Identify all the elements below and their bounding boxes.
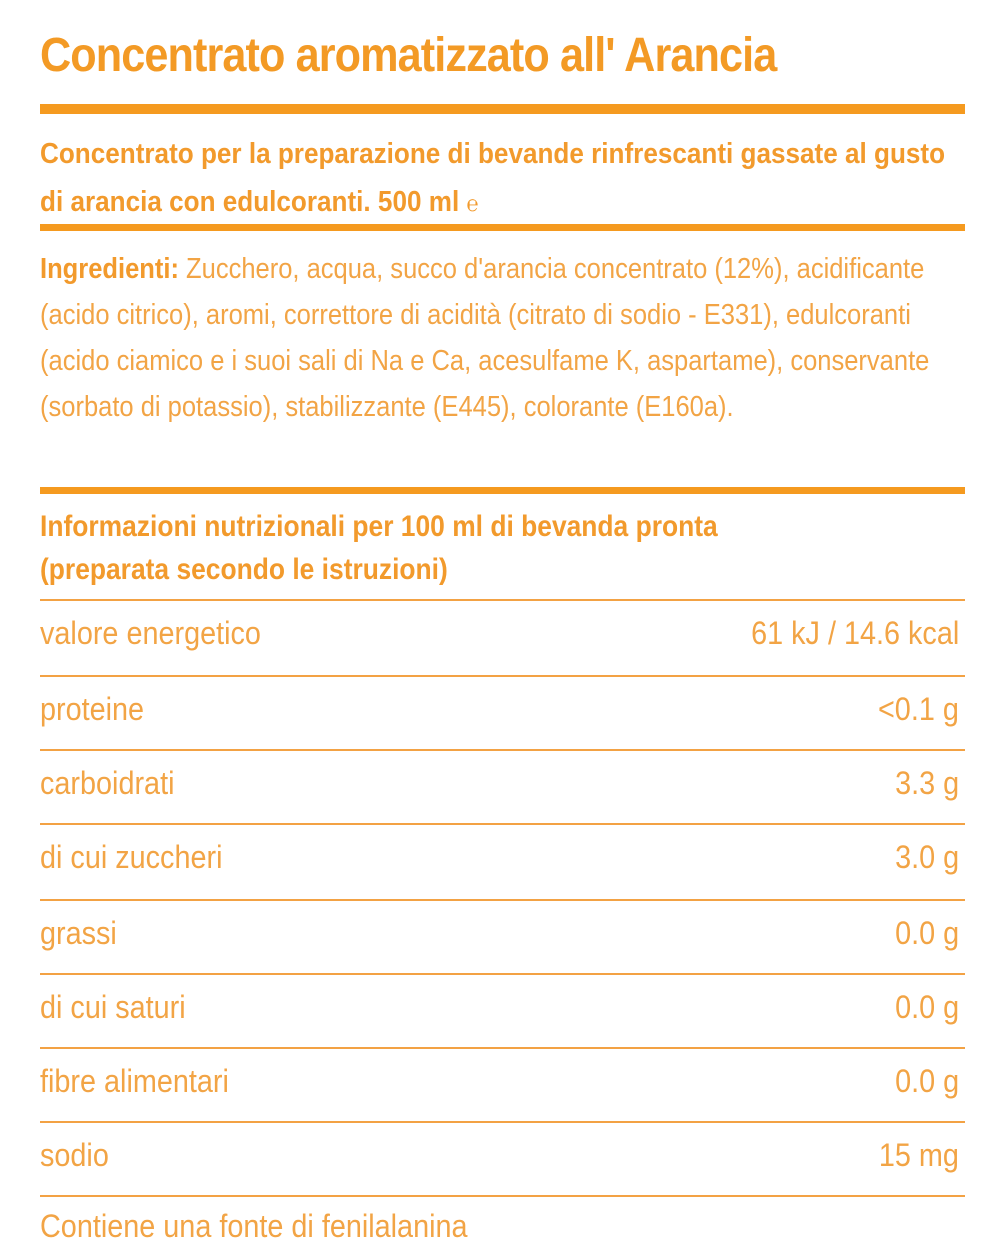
product-description-text: Concentrato per la preparazione di bevande rinfrescanti gassate al gusto di arancia con edulcoranti. 500 ml xyxy=(40,138,946,218)
nutrition-heading-line1: Informazioni nutrizionali per 100 ml di bevanda pronta xyxy=(40,510,718,543)
ingredients-text: Zucchero, acqua, succo d'arancia concentrato (12%), acidificante (acido citrico), aromi, correttore di acidità (citrato di sodio - E331), edulcoranti (acido ciamico e i suoi sali di Na e Ca, acesulfame K, aspartame), conservante (sorbato di potassio), stabilizzante (E445), colorante (E160a). xyxy=(40,253,930,423)
ingredients-divider xyxy=(40,487,965,494)
nutrient-value: 15 mg xyxy=(878,1137,959,1173)
product-description xyxy=(40,130,958,228)
table-row xyxy=(40,677,965,751)
table-row xyxy=(40,1049,965,1123)
estimated-volume-mark: ℮ xyxy=(466,191,479,216)
phenylalanine-note: Contiene una fonte di fenilalanina xyxy=(40,1208,468,1244)
ingredients-label: Ingredienti: xyxy=(40,253,179,285)
nutrient-name: fibre alimentari xyxy=(40,1063,229,1099)
nutrient-name: sodio xyxy=(40,1137,109,1173)
ingredients-block xyxy=(40,246,964,430)
nutrient-value: 3.0 g xyxy=(894,839,959,875)
nutrition-heading xyxy=(40,505,964,591)
table-row xyxy=(40,1123,965,1197)
nutrient-name: proteine xyxy=(40,691,145,727)
nutrient-value: 0.0 g xyxy=(894,989,959,1025)
nutrient-value: 0.0 g xyxy=(894,1063,959,1099)
nutrient-name: valore energetico xyxy=(40,615,261,651)
table-row xyxy=(40,825,965,899)
nutrient-name: di cui zuccheri xyxy=(40,839,223,875)
nutrient-name: grassi xyxy=(40,915,117,951)
table-row xyxy=(40,751,965,825)
table-rule xyxy=(40,1195,965,1197)
table-row xyxy=(40,975,965,1049)
table-row xyxy=(40,901,965,975)
product-title: Concentrato aromatizzato all' Arancia xyxy=(40,29,777,82)
nutrient-value: 61 kJ / 14.6 kcal xyxy=(750,615,959,651)
nutrient-value: 3.3 g xyxy=(894,765,959,801)
table-row xyxy=(40,601,965,675)
nutrient-name: carboidrati xyxy=(40,765,175,801)
title-divider xyxy=(40,104,965,114)
nutrient-value: 0.0 g xyxy=(894,915,959,951)
description-divider xyxy=(40,224,965,231)
nutrient-value: <0.1 g xyxy=(878,691,959,727)
nutrition-heading-line2: (preparata secondo le istruzioni) xyxy=(40,553,448,586)
nutrient-name: di cui saturi xyxy=(40,989,186,1025)
